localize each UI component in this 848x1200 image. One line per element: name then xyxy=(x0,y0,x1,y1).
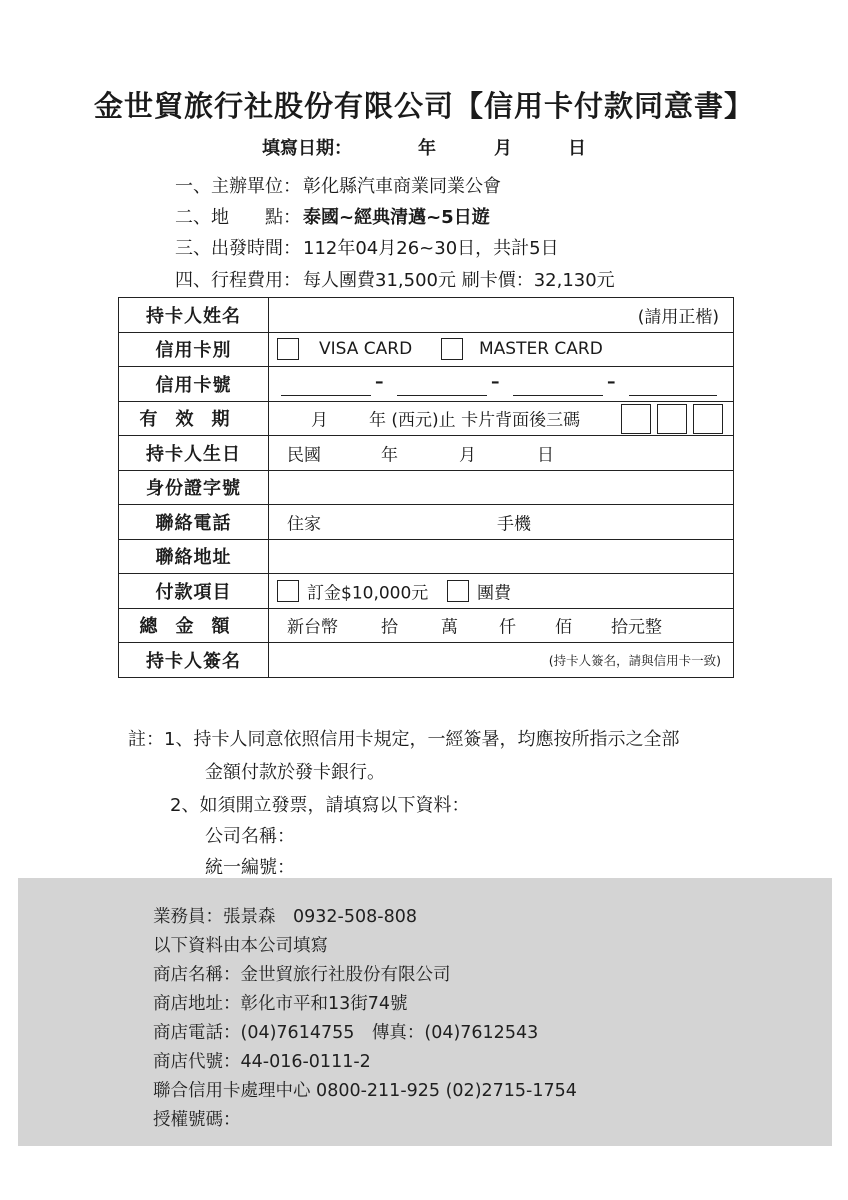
info-organizer xyxy=(175,172,501,198)
row-card-number xyxy=(119,367,734,402)
info-departure-value: 112年04月26~30日，共計5日 xyxy=(303,238,559,259)
note-2: 2、如須開立發票，請填寫以下資料： xyxy=(170,795,470,816)
note-1-text: 1、持卡人同意依照信用卡規定，一經簽暑，均應按所指示之全部 xyxy=(164,729,680,750)
info-location-value: 泰國~經典清邁~5日遊 xyxy=(303,207,490,228)
merchant-authorization-code: 授權號碼： xyxy=(153,1110,241,1130)
cardholder-name-hint: (請用正楷) xyxy=(637,307,719,328)
signature-hint: (持卡人簽名，請與信用卡一致) xyxy=(548,652,721,668)
birthday-month: 月 xyxy=(459,445,476,466)
card-type-field xyxy=(269,332,734,367)
card-number-group-1[interactable] xyxy=(281,395,371,396)
deposit-label: 訂金$10,000元 xyxy=(307,583,429,604)
master-checkbox[interactable] xyxy=(441,338,463,360)
total-amount-label: 總金額 xyxy=(119,608,269,643)
birthday-field[interactable] xyxy=(269,436,734,471)
merchant-processing-center: 聯合信用卡處理中心 0800-211-925 (02)2715-1754 xyxy=(153,1081,577,1101)
birthday-day: 日 xyxy=(537,445,554,466)
birthday-era: 民國 xyxy=(287,445,321,466)
total-amount-field[interactable] xyxy=(269,608,734,643)
card-number-group-2[interactable] xyxy=(397,395,487,396)
phone-mobile-label: 手機 xyxy=(497,514,531,535)
info-departure xyxy=(175,234,559,260)
document-title: 金世貿旅行社股份有限公司【信用卡付款同意書】 xyxy=(93,89,754,123)
total-unit-hundred: 佰 xyxy=(555,617,572,638)
fill-date-label: 填寫日期： xyxy=(262,138,352,159)
row-cardholder-name xyxy=(119,298,734,333)
card-number-group-4[interactable] xyxy=(629,395,717,396)
total-unit-ten-thousand-tens: 拾 xyxy=(381,617,398,638)
note-1-line-2: 金額付款於發卡銀行。 xyxy=(205,762,385,783)
row-address xyxy=(119,539,734,574)
card-number-dash-3: – xyxy=(607,371,616,392)
cardholder-name-field[interactable] xyxy=(269,298,734,333)
card-number-dash-1: – xyxy=(375,371,384,392)
invoice-tax-id: 統一編號： xyxy=(205,857,295,878)
row-card-type xyxy=(119,332,734,367)
fill-date-day: 日 xyxy=(568,138,586,159)
info-departure-label: 三、出發時間： xyxy=(175,238,301,259)
phone-field[interactable] xyxy=(269,505,734,540)
info-fee xyxy=(175,266,615,292)
notes-prefix: 註： xyxy=(128,729,164,750)
merchant-store-code: 商店代號：44-016-0111-2 xyxy=(153,1052,371,1072)
info-location xyxy=(175,203,490,229)
payment-consent-table xyxy=(118,297,734,678)
phone-label: 聯絡電話 xyxy=(119,505,269,540)
cvv-box-3[interactable] xyxy=(693,404,723,434)
expiry-text: 年 (西元)止 卡片背面後三碼 xyxy=(369,410,581,431)
row-birthday xyxy=(119,436,734,471)
visa-label: VISA CARD xyxy=(319,339,413,360)
tour-fee-label: 團費 xyxy=(477,583,511,604)
merchant-info-panel xyxy=(18,878,832,1146)
card-number-label: 信用卡號 xyxy=(119,367,269,402)
invoice-company-name: 公司名稱： xyxy=(205,826,295,847)
birthday-label: 持卡人生日 xyxy=(119,436,269,471)
master-label: MASTER CARD xyxy=(479,339,603,360)
payment-item-field xyxy=(269,574,734,609)
info-organizer-value: 彰化縣汽車商業同業公會 xyxy=(303,176,501,197)
signature-label: 持卡人簽名 xyxy=(119,643,269,678)
merchant-store-name: 商店名稱：金世貿旅行社股份有限公司 xyxy=(153,965,451,985)
tour-fee-checkbox[interactable] xyxy=(447,580,469,602)
payment-item-label: 付款項目 xyxy=(119,574,269,609)
address-field[interactable] xyxy=(269,539,734,574)
info-location-label: 二、地 點： xyxy=(175,207,301,228)
merchant-store-phone: 商店電話：(04)7614755 傳真：(04)7612543 xyxy=(153,1023,539,1043)
id-number-field[interactable] xyxy=(269,470,734,505)
total-currency: 新台幣 xyxy=(287,617,338,638)
fill-date-month: 月 xyxy=(494,138,512,159)
row-id-number xyxy=(119,470,734,505)
card-type-label: 信用卡別 xyxy=(119,332,269,367)
row-expiry xyxy=(119,401,734,436)
visa-checkbox[interactable] xyxy=(277,338,299,360)
signature-field[interactable] xyxy=(269,643,734,678)
cardholder-name-label: 持卡人姓名 xyxy=(119,298,269,333)
info-fee-label: 四、行程費用： xyxy=(175,270,301,291)
total-unit-thousand: 仟 xyxy=(499,617,516,638)
row-phone xyxy=(119,505,734,540)
expiry-label: 有效期 xyxy=(119,401,269,436)
merchant-store-address: 商店地址：彰化市平和13街74號 xyxy=(153,994,408,1014)
info-fee-value: 每人團費31,500元 刷卡價：32,130元 xyxy=(303,270,615,291)
cvv-box-2[interactable] xyxy=(657,404,687,434)
phone-home-label: 住家 xyxy=(287,514,321,535)
row-total-amount xyxy=(119,608,734,643)
merchant-company-fill-note: 以下資料由本公司填寫 xyxy=(153,936,328,956)
total-unit-ten-dollars: 拾元整 xyxy=(611,617,662,638)
expiry-month: 月 xyxy=(311,410,328,431)
fill-date-year: 年 xyxy=(418,138,436,159)
address-label: 聯絡地址 xyxy=(119,539,269,574)
row-payment-item xyxy=(119,574,734,609)
card-number-field xyxy=(269,367,734,402)
info-organizer-label: 一、主辦單位： xyxy=(175,176,301,197)
row-signature xyxy=(119,643,734,678)
note-1-line-1 xyxy=(128,725,679,751)
deposit-checkbox[interactable] xyxy=(277,580,299,602)
card-number-dash-2: – xyxy=(491,371,500,392)
expiry-field[interactable] xyxy=(269,401,734,436)
total-unit-ten-thousand: 萬 xyxy=(441,617,458,638)
merchant-salesperson: 業務員：張景森 0932-508-808 xyxy=(153,907,417,927)
card-number-group-3[interactable] xyxy=(513,395,603,396)
id-number-label: 身份證字號 xyxy=(119,470,269,505)
birthday-year: 年 xyxy=(381,445,398,466)
cvv-box-1[interactable] xyxy=(621,404,651,434)
